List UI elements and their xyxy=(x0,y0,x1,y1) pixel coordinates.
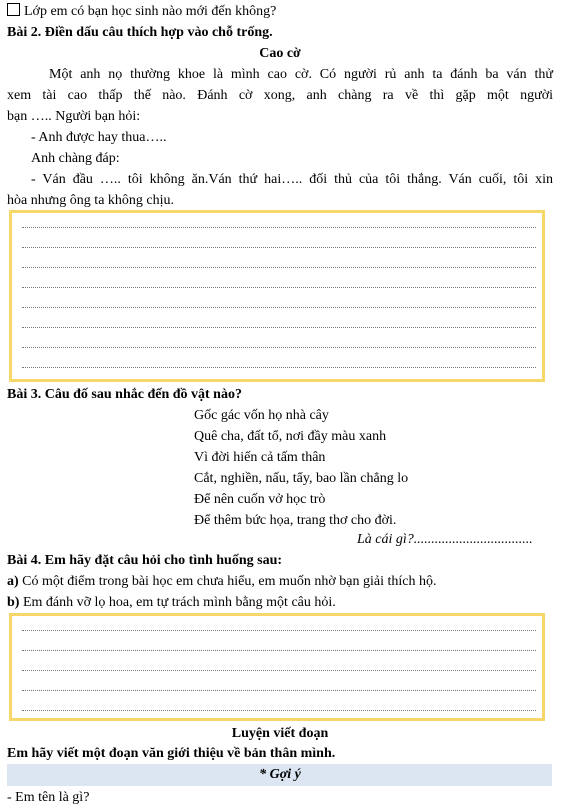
dotted-line xyxy=(22,710,536,711)
answer-box-bai2[interactable] xyxy=(9,210,545,382)
dotted-line xyxy=(22,650,536,651)
hint-title: * Gợi ý xyxy=(259,767,301,782)
poem-line-3: Vì đời hiến cả tấm thân xyxy=(194,450,326,465)
bai3-heading: Bài 3. Câu đố sau nhắc đến đồ vật nào? xyxy=(7,387,242,402)
dotted-line xyxy=(22,307,536,308)
story-title: Cao cờ xyxy=(259,46,301,61)
writing-prompt: Em hãy viết một đoạn văn giới thiệu về bản thân mình. xyxy=(7,746,336,761)
dotted-line xyxy=(22,287,536,288)
story-line-2: xem tài cao thấp thế nào. Đánh cờ xong, anh chàng ra về thì gặp một người xyxy=(7,88,553,103)
story-line-6: - Ván đầu ….. tôi không ăn.Ván thứ hai….. đối thủ của tôi thắng. Ván cuối, tôi xin xyxy=(31,172,553,187)
bai2-heading: Bài 2. Điền dấu câu thích hợp vào chỗ trống. xyxy=(7,25,273,40)
checkbox-icon[interactable] xyxy=(7,3,20,16)
hint-item-name: - Em tên là gì? xyxy=(7,790,90,805)
answer-box-bai4[interactable] xyxy=(9,613,545,721)
dotted-line xyxy=(22,347,536,348)
poem-line-4: Cắt, nghiền, nấu, tẩy, bao lần chẳng lo xyxy=(194,471,409,486)
story-line-7: hòa nhưng ông ta không chịu. xyxy=(7,193,175,208)
story-line-1: Một anh nọ thường khoe là mình cao cờ. Có người rủ anh ta đánh ba ván thử xyxy=(49,67,553,82)
dotted-line xyxy=(22,367,536,368)
story-line-5: Anh chàng đáp: xyxy=(31,151,120,166)
poem-line-6: Để thêm bức họa, trang thơ cho đời. xyxy=(194,513,397,528)
poem-line-5: Để nên cuốn vở học trò xyxy=(194,492,326,507)
dotted-line xyxy=(22,227,536,228)
dotted-line xyxy=(22,630,536,631)
poem-line-1: Gốc gác vốn họ nhà cây xyxy=(194,408,329,423)
dotted-line xyxy=(22,690,536,691)
writing-section-title: Luyện viết đoạn xyxy=(231,726,329,741)
question-line-new-student: Lớp em có bạn học sinh nào mới đến không? xyxy=(7,2,553,22)
dotted-line xyxy=(22,267,536,268)
bai4-heading: Bài 4. Em hãy đặt câu hỏi cho tình huống sau: xyxy=(7,553,283,568)
bai4-item-a: a) Có một điểm trong bài học em chưa hiểu, em muốn nhờ bạn giải thích hộ. xyxy=(7,574,437,589)
story-line-4: - Anh được hay thua….. xyxy=(31,130,167,145)
dotted-line xyxy=(22,247,536,248)
dotted-line xyxy=(22,327,536,328)
poem-line-2: Quê cha, đất tổ, nơi đầy màu xanh xyxy=(194,429,387,444)
riddle-question: Là cái gì?.................................. xyxy=(357,532,533,547)
bai4-item-b: b) Em đánh vỡ lọ hoa, em tự trách mình bằng một câu hỏi. xyxy=(7,595,336,610)
dotted-line xyxy=(22,670,536,671)
story-line-3: bạn ….. Người bạn hỏi: xyxy=(7,109,141,124)
